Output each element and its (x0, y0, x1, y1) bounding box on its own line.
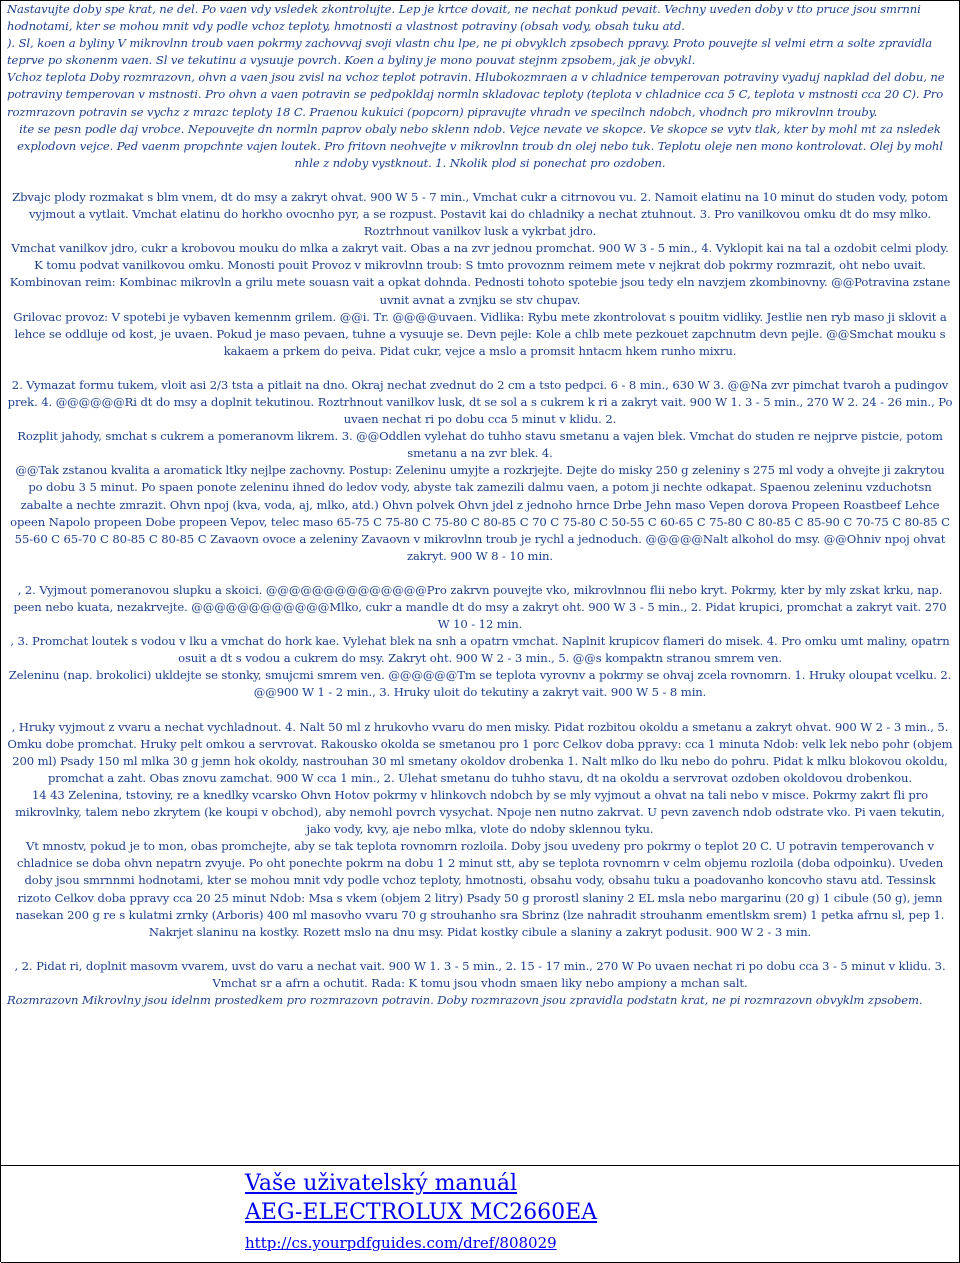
paragraph: Rozplit jahody, smchat s cukrem a pomeranovm likrem. 3. @@Oddlen vylehat do tuhho stavu smetanu a vajen blek. Vmchat do studen re nejprve pistcie, potom smetanu a na zvr blek. 4. (17, 429, 943, 461)
paragraph: K tomu podvat vanilkovou omku. Monosti pouit Provoz v mikrovlnn troub: S tmto provoznm reimem mete v nejkrat dob pokrmy rozmrazit, oht nebo uvait. Kombinovan reim: Kombinac mikrovln a grilu mete souasn vait a opkat dohnda. Pednosti tohoto spotebie jsou tedy eln navzjem zkombinovny. @@Potravina zstane uvnit avnat a zvnjku se stv chupav. (9, 258, 951, 307)
paragraph: Zbvajc plody rozmakat s blm vnem, dt do msy a zakryt ohvat. 900 W 5 - 7 min., Vmchat cukr a citrnovou vu. 2. Namoit elatinu na 10 minut do studen vody, potom vyjmout a vytlait. Vmchat elatinu do horkho ovocnho pyr, a se rozpust. Postavit kai do chladniky a nechat ztuhnout. 3. Pro vanilkovou omku dt do msy mlko. Roztrhnout vanilkov lusk a vykrbat jdro. (12, 189, 948, 239)
paragraph: Rozmrazovn Mikrovlny jsou idelnm prostedkem pro rozmrazovn potravin. Doby rozmrazovn jsou zpravidla podstatn krat, ne pi rozmrazovn obvyklm zpsobem. (7, 992, 923, 1007)
paragraph: Zeleninu (nap. brokolici) ukldejte se stonky, smujcmi smrem ven. @@@@@@Tm se teplota vyrovnv a pokrmy se ohvaj zcela rovnomrn. 1. Hruky oloupat vcelku. 2. @@900 W 1 - 2 min., 3. Hruky uloit do tekutiny a zakryt vait. 900 W 5 - 8 min. (8, 668, 952, 700)
paragraph-gap (1, 172, 959, 189)
paragraph: ). Sl, koen a byliny V mikrovlnn troub vaen pokrmy zachovvaj svoji vlastn chu lpe, ne pi obvyklch zpsobech ppravy. Proto pouvejte sl velmi etrn a solte zpravidla teprve po skonenm vaen. Sl ve tekutinu a vysuuje povrch. Koen a byliny je mono pouvat stejnm zpsobem, jak je obvykl. (7, 36, 933, 68)
manual-url-link[interactable]: http://cs.yourpdfguides.com/dref/808029 (245, 1234, 557, 1252)
paragraph-gap (1, 702, 959, 719)
paragraph-gap (1, 565, 959, 582)
paragraph: 14 43 Zelenina, tstoviny, re a knedlky vcarsko Ohvn Hotov pokrmy v hlinkovch ndobch by se mly vyjmout a ohvat na tali nebo v misce. Pokrmy zakrt fli pro mikrovlnky, talem nebo zkrytem (ke koupi v obchod), aby nemohl povrch vysychat. Npoje nen nutno zakrvat. U pevn zavench ndob odstrate vko. Pi vaen tekutin, jako vody, kvy, aje nebo mlka, vlote do ndoby sklennou tyku. (15, 787, 945, 837)
manual-links (245, 1170, 597, 1256)
document-body (1, 1, 959, 1009)
paragraph: , Hruky vyjmout z vvaru a nechat vychladnout. 4. Nalt 50 ml z hrukovho vvaru do men misky. Pidat rozbitou okoldu a smetanu a zakryt ohvat. 900 W 2 - 3 min., 5. Omku dobe promchat. Hruky pelt omkou a servrovat. Rakousko okolda se smetanou pro 1 porc Celkov doba ppravy: cca 1 minuta Ndob: velk lek nebo pohr (objem 200 ml) Psady 150 ml mlka 30 g jemn hok okoldy, nastrouhan 30 ml smetany okoldov drobenka 1. Nalt mlko do lku nebo do pohru. Pidat k mlku blokovou okoldu, promchat a zaht. Obas znovu zamchat. 900 W cca 1 min., 2. Ulehat smetanu do tuhho stavu, dt na okoldu a servrovat ozdoben okoldovou drobenkou. (7, 719, 953, 785)
paragraph: @@Tak zstanou kvalita a aromatick ltky nejlpe zachovny. Postup: Zeleninu umyjte a rozkrjejte. Dejte do misky 250 g zeleniny s 275 ml vody a ohvejte ji zakrytou po dobu 3 5 minut. Po spaen ponote zeleninu ihned do ledov vody, abyste tak zamezili dalmu vaen, a potom ji nechte odkapat. Spaenou zeleninu vzduchotsn zabalte a nechte zmrazit. Ohvn npoj (kva, voda, aj, mlko, atd.) Ohvn polvek Ohvn jdel z jednoho hrnce Drbe Jehn maso Vepen dorova Propeen Roastbeef Lehce opeen Napolo propeen Dobe propeen Vepov, telec maso 65-75 C 75-80 C 75-80 C 80-85 C 70 C 75-80 C 50-55 C 60-65 C 75-80 C 80-85 C 85-90 C 70-75 C 80-85 C 55-60 C 65-70 C 80-85 C 80-85 C Zavaovn ovoce a zeleniny Zavaovn v mikrovlnn troub je rychl a jednoduch. @@@@@Nalt alkohol do msy. @@Ohniv npoj ohvat zakryt. 900 W 8 - 10 min. (10, 463, 950, 563)
paragraph: , 3. Promchat loutek s vodou v lku a vmchat do hork kae. Vylehat blek na snh a opatrn vmchat. Naplnit krupicov flameri do misek. 4. Pro omku umt maliny, opatrn osuit a dt s vodou a cukrem do msy. Zakryt oht. 900 W 2 - 3 min., 5. @@s kompaktn stranou smrem ven. (10, 634, 950, 666)
manual-title-link[interactable]: Vaše uživatelský manuál (245, 1171, 518, 1196)
paragraph: Vt mnostv, pokud je to mon, obas promchejte, aby se tak teplota rovnomrn rozloila. Doby jsou uvedeny pro pokrmy o teplot 20 C. U potravin temperovanch v chladnice se doba ohvn nepatrn zvyuje. Po oht ponechte pokrm na dobu 1 2 minut stt, aby se teplota rovnomrn v celm objemu rozloila (doba odpoinku). Uveden doby jsou smrnnmi hodnotami, kter se mohou mnit vdy podle vchoz teploty, hmotnosti, obsahu vody, obsahu tuku a poadovanho koncovho stavu atd. Tessinsk rizoto Celkov doba ppravy cca 20 25 minut Ndob: Msa s vkem (objem 2 litry) Psady 50 g prorostl slaniny 2 EL msla nebo margarinu (20 g) 1 cibule (50 g), jemn nasekan 200 g re s kulatmi zrnky (Arboris) 400 ml masovho vvaru 70 g strouhanho sra Sbrinz (lze nahradit strouhanm ementlskm srem) 1 petka afrnu sl, pep 1. Nakrjet slaninu na kostky. Rozett mslo na dnu msy. Pidat kostky cibule a slaniny a zakryt podusit. 900 W 2 - 3 min. (15, 839, 945, 939)
paragraph: Grilovac provoz: V spotebi je vybaven kemennm grilem. @@i. Tr. @@@@uvaen. Vidlika: Rybu mete zkontrolovat s pouitm vidliky. Jestlie nen ryb maso ji sklovit a lehce se oddluje od kost, je uvaen. Pokud je maso pevaen, tuhne a vysuuje se. Devn pejle: Kole a chlb mete pezkouet zapchnutm devn pejle. @@Smchat mouku s kakaem a prkem do peiva. Pidat cukr, vejce a mslo a promsit hntacm hkem runho mixru. (13, 309, 947, 358)
paragraph-gap (1, 941, 959, 958)
paragraph: , 2. Pidat ri, doplnit masovm vvarem, uvst do varu a nechat vait. 900 W 1. 3 - 5 min., 2. 15 - 17 min., 270 W Po uvaen nechat ri po dobu cca 3 - 5 minut v klidu. 3. Vmchat sr a afrn a ochutit. Rada: K tomu jsou vhodn smaen liky nebo ampiony a mchan salt. (14, 958, 946, 990)
paragraph: Vmchat vanilkov jdro, cukr a krobovou mouku do mlka a zakryt vait. Obas a na zvr jednou promchat. 900 W 3 - 5 min., 4. Vyklopit kai na tal a ozdobit celmi plody. (11, 241, 949, 256)
paragraph: , 2. Vyjmout pomeranovou slupku a skoici. @@@@@@@@@@@@@@Pro zakrvn pouvejte vko, mikrovlnnou flii nebo kryt. Pokrmy, kter by mly zskat krku, nap. peen nebo kuata, nezakrvejte. @@@@@@@@@@@@Mlko, cukr a mandle dt do msy a zakryt oht. 900 W 3 - 5 min., 2. Pidat krupici, promchat a zakryt vait. 270 W 10 - 12 min. (13, 582, 947, 632)
manual-footer (1, 1165, 960, 1263)
paragraph-gap (1, 360, 959, 377)
paragraph: Nastavujte doby spe krat, ne del. Po vaen vdy vsledek zkontrolujte. Lep je krtce dovait, ne nechat ponkud pevait. Vechny uveden doby v tto pruce jsou smrnni hodnotami, kter se mohou mnit vdy podle vchoz teploty, hmotnosti a vlastnost potraviny (obsah vody, obsah tuku atd. (7, 2, 921, 34)
paragraph: 2. Vymazat formu tukem, vloit asi 2/3 tsta a pitlait na dno. Okraj nechat zvednut do 2 cm a tsto pedpci. 6 - 8 min., 630 W 3. @@Na zvr pimchat tvaroh a pudingov prek. 4. @@@@@@Ri dt do msy a doplnit tekutinou. Roztrhnout vanilkov lusk, dt se sol a s cukrem k ri a zakryt vait. 900 W 1. 3 - 5 min., 270 W 2. 24 - 26 min., Po uvaen nechat ri po dobu cca 5 minut v klidu. 2. (7, 377, 953, 427)
manual-model-link[interactable]: AEG-ELECTROLUX MC2660EA (245, 1200, 598, 1225)
paragraph: ite se pesn podle daj vrobce. Nepouvejte dn normln paprov obaly nebo sklenn ndob. Vejce nevate ve skopce. Ve skopce se vytv tlak, kter by mohl mt za nsledek explodovn vejce. Ped vaenm propchnte vajen loutek. Pro fritovn neohvejte v mikrovlnn troub dn olej nebo tuk. Teplotu oleje nen mono kontrolovat. Olej by mohl nhle z ndoby vystknout. 1. Nkolik plod si ponechat pro ozdoben. (17, 121, 943, 170)
paragraph: Vchoz teplota Doby rozmrazovn, ohvn a vaen jsou zvisl na vchoz teplot potravin. Hlubokozmraen a v chladnice temperovan potraviny vyaduj napklad del dobu, ne potraviny temperovan v mstnosti. Pro ohvn a vaen potravin se pedpokldaj normln skladovac teploty (teplota v chladnice cca 5 C, teplota v mstnosti cca 20 C). Pro rozmrazovn potravin se vychz z mrazc teploty 18 C. Praenou kukuici (popcorn) pipravujte vhradn ve specilnch ndobch, vhodnch pro mikrovlnn trouby. (7, 70, 945, 119)
